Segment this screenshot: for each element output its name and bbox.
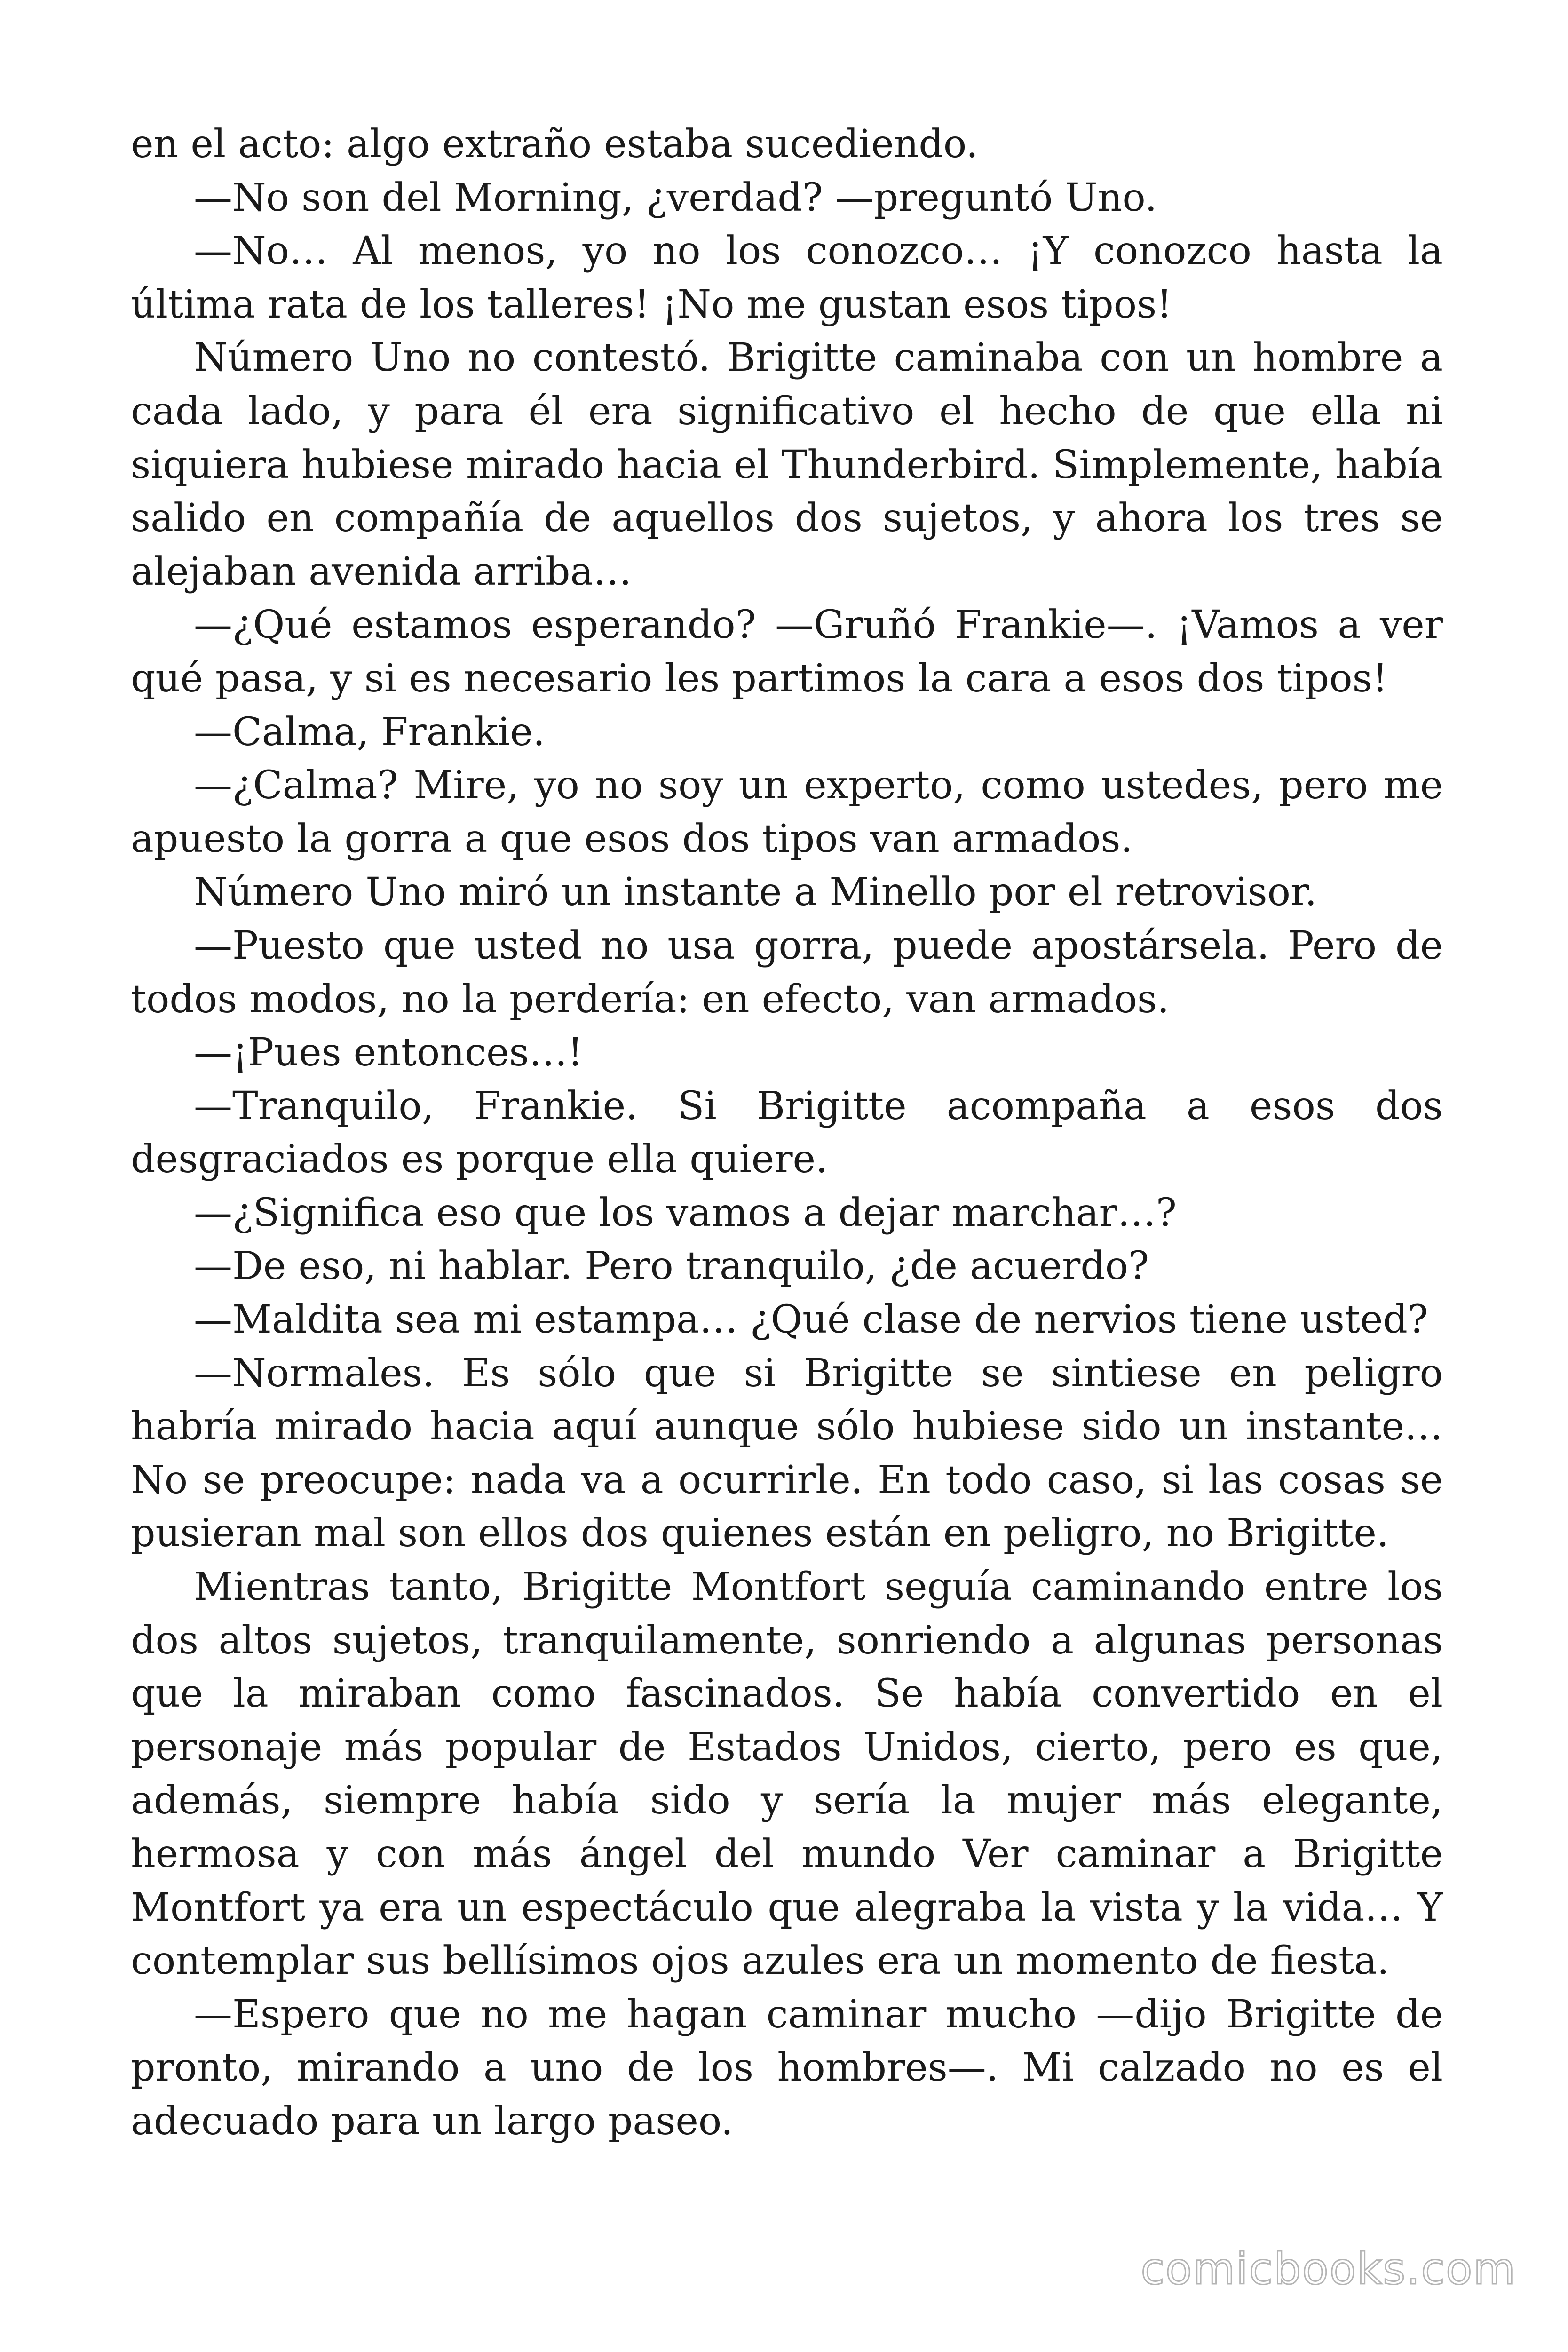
paragraph: —¿Qué estamos esperando? —Gruñó Frankie—. ¡Vamos a ver qué pasa, y si es necesario les partimos la cara a esos dos tipos! [131,603,1443,701]
watermark: comicbooks.com [1140,2244,1516,2294]
paragraph: —¿Significa eso que los vamos a dejar marchar…? [194,1190,1177,1235]
paragraph: —De eso, ni hablar. Pero tranquilo, ¿de acuerdo? [194,1244,1149,1289]
body-text [131,118,1443,2148]
paragraph: —No son del Morning, ¿verdad? —preguntó Uno. [194,175,1157,220]
paragraph: —Maldita sea mi estampa… ¿Qué clase de nervios tiene usted? [194,1297,1428,1343]
paragraph: en el acto: algo extraño estaba sucediendo. [131,122,978,167]
paragraph: —Tranquilo, Frankie. Si Brigitte acompaña a esos dos desgraciados es porque ella quiere. [131,1083,1443,1182]
paragraph: —No… Al menos, yo no los conozco… ¡Y conozco hasta la última rata de los talleres! ¡No me gustan esos tipos! [131,229,1443,327]
paragraph: —Calma, Frankie. [194,709,545,755]
paragraph: —Puesto que usted no usa gorra, puede apostársela. Pero de todos modos, no la perdería: en efecto, van armados. [131,923,1443,1022]
paragraph: —Normales. Es sólo que si Brigitte se sintiese en peligro habría mirado hacia aquí aunque sólo hubiese sido un instante… No se preocupe: nada va a ocurrirle. En todo caso, si las cosas se pusieran mal son ellos dos quienes están en peligro, no Brigitte. [131,1351,1443,1556]
paragraph: —¿Calma? Mire, yo no soy un experto, como ustedes, pero me apuesto la gorra a que esos dos tipos van armados. [131,763,1443,861]
paragraph: —Espero que no me hagan caminar mucho —dijo Brigitte de pronto, mirando a uno de los hombres—. Mi calzado no es el adecuado para un largo paseo. [131,1992,1443,2144]
paragraph: —¡Pues entonces…! [194,1030,583,1075]
paragraph: Número Uno no contestó. Brigitte caminaba con un hombre a cada lado, y para él era significativo el hecho de que ella ni siquiera hubiese mirado hacia el Thunderbird. Simplemente, había salido en compañía de aquellos dos sujetos, y ahora los tres se alejaban avenida arriba… [131,335,1443,594]
paragraph: Número Uno miró un instante a Minello por el retrovisor. [194,870,1317,915]
paragraph: Mientras tanto, Brigitte Montfort seguía caminando entre los dos altos sujetos, tranquilamente, sonriendo a algunas personas que la miraban como fascinados. Se había convertido en el personaje más popular de Estados Unidos, cierto, pero es que, además, siempre había sido y sería la mujer más elegante, hermosa y con más ángel del mundo Ver caminar a Brigitte Montfort ya era un espectáculo que alegraba la vista y la vida… Y contemplar sus bellísimos ojos azules era un momento de fiesta. [131,1565,1443,1984]
